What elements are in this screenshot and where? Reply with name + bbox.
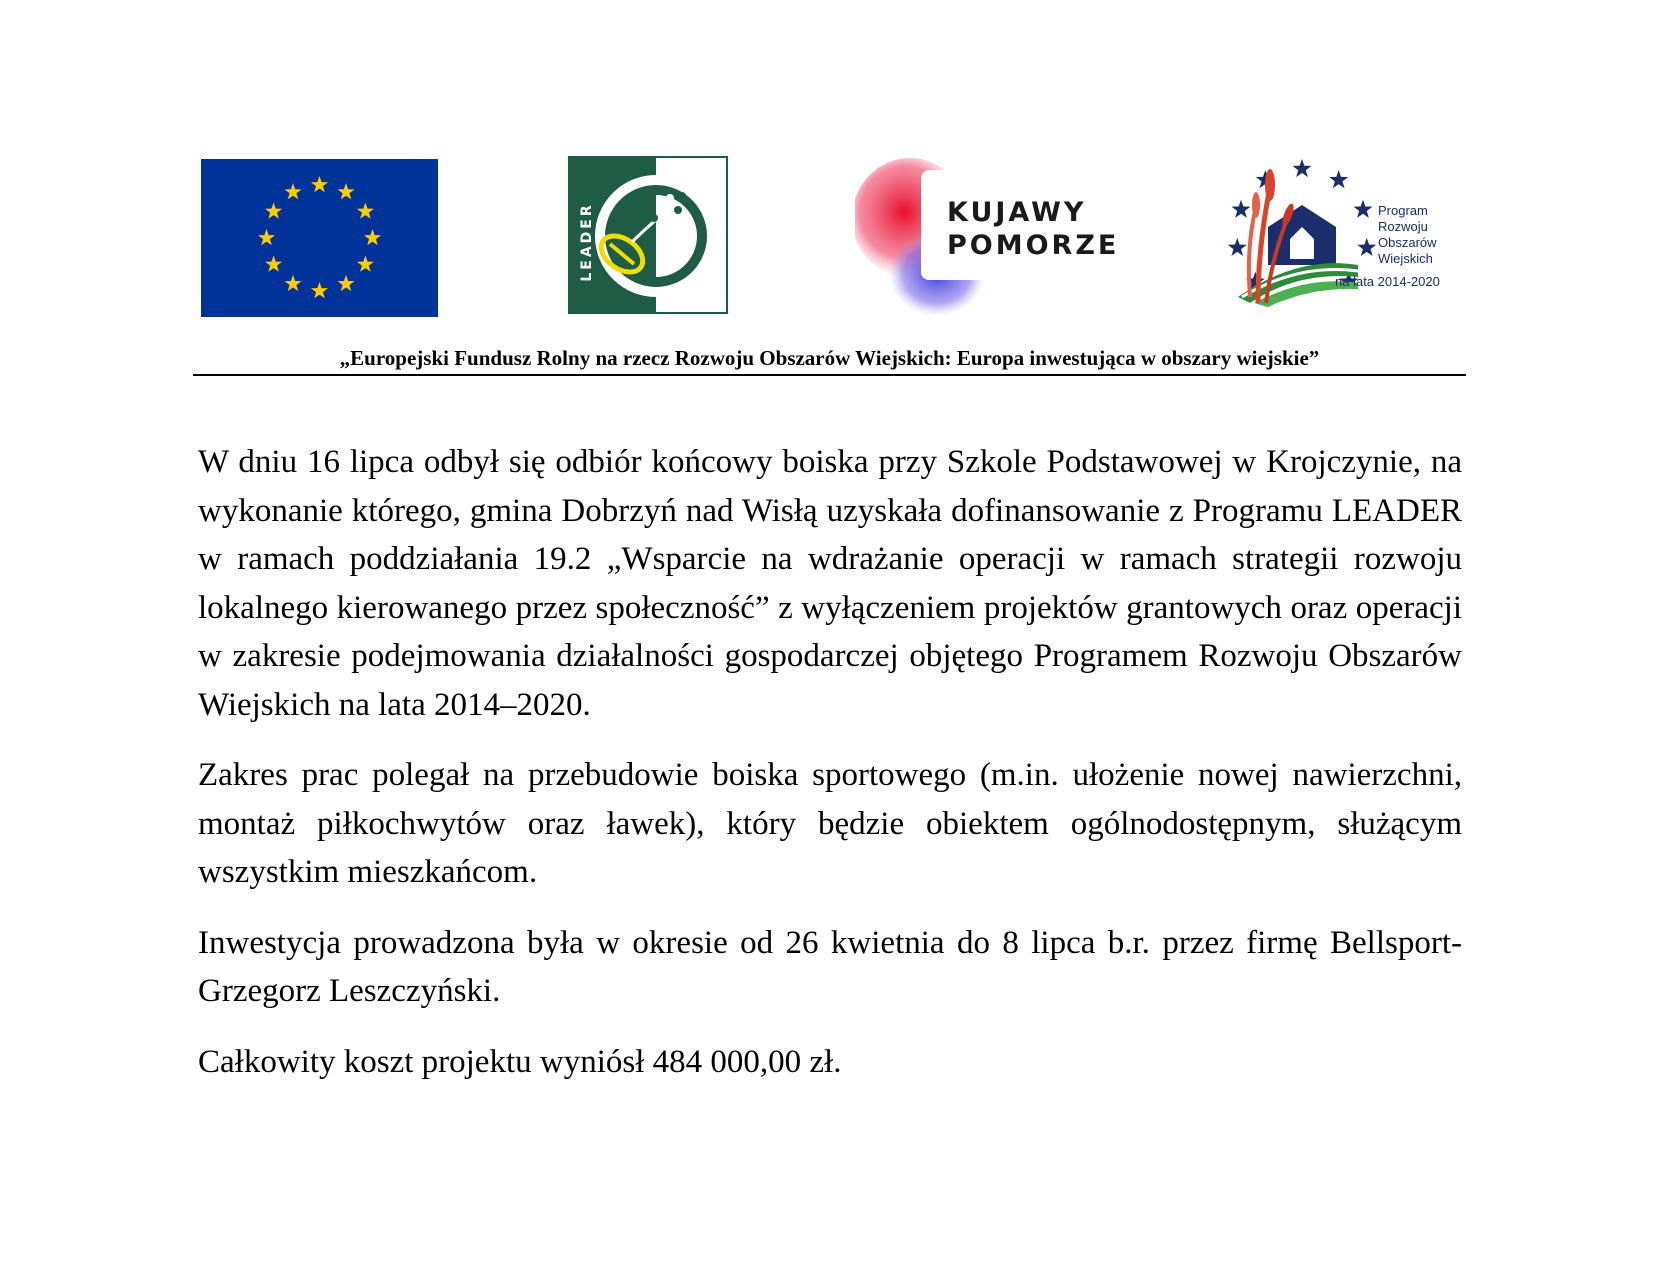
- leader-logo-label: LEADER: [579, 202, 595, 282]
- eu-flag-logo: [201, 159, 438, 317]
- prow-star-icon: [1292, 159, 1311, 177]
- prow-star-icon: [1353, 200, 1372, 218]
- eu-star-icon: [284, 183, 301, 199]
- prow-star-icon: [1228, 238, 1247, 256]
- eu-star-icon: [364, 229, 381, 245]
- prow-line-1: Program: [1378, 203, 1428, 218]
- eu-star-icon: [311, 282, 328, 298]
- prow-line-2: Rozwoju: [1378, 219, 1428, 234]
- eu-star-icon: [284, 275, 301, 291]
- eu-star-icon: [311, 176, 328, 192]
- article-body: [198, 438, 1462, 1108]
- prow-logo: [1198, 147, 1448, 307]
- paragraph-scope: Zakres prac polegał na przebudowie boiska sportowego (m.in. ułożenie nowej nawierzchni, montaż piłkochwytów oraz ławek), który będzie obiektem ogólnodostępnym, służącym wszystkim mieszkańcom.: [198, 757, 1462, 890]
- prow-wordmark: [1378, 203, 1437, 267]
- eu-star-icon: [357, 256, 374, 272]
- kujawy-pomorze-wordmark: [947, 196, 1119, 262]
- prow-star-icon: [1357, 238, 1376, 256]
- prow-star-icon: [1329, 170, 1348, 188]
- eu-star-icon: [258, 229, 275, 245]
- kujawy-pomorze-logo: [855, 156, 1120, 316]
- prow-line-3: Obszarów: [1378, 235, 1437, 250]
- pomorze-line: POMORZE: [947, 230, 1120, 261]
- prow-years: na lata 2014-2020: [1335, 274, 1440, 289]
- eu-star-icon: [357, 203, 374, 219]
- header-divider: [193, 374, 1466, 376]
- eafrd-slogan: „Europejski Fundusz Rolny na rzecz Rozwoju Obszarów Wiejskich: Europa inwestująca w obszary wiejskie”: [339, 346, 1320, 370]
- paragraph-cost: Całkowity koszt projektu wyniósł 484 000,00 zł.: [198, 1043, 842, 1080]
- prow-line-4: Wiejskich: [1378, 251, 1433, 266]
- eu-star-icon: [265, 256, 282, 272]
- eu-star-icon: [337, 183, 354, 199]
- eu-star-icon: [337, 275, 354, 291]
- logo-row: [0, 0, 1654, 330]
- eu-star-icon: [265, 203, 282, 219]
- paragraph-intro: W dniu 16 lipca odbył się odbiór końcowy boiska przy Szkole Podstawowej w Krojczynie, na wykonanie którego, gmina Dobrzyń nad Wisłą uzyskała dofinansowanie z Programu LEADER w ramach poddziałania 19.2 „Wsparcie na wdrażanie operacji w ramach strategii rozwoju lokalnego kierowanego przez społeczność” z wyłączeniem projektów grantowych oraz operacji w zakresie podejmowania działalności gospodarczej objętego Programem Rozwoju Obszarów Wiejskich na lata 2014–2020.: [198, 444, 1462, 723]
- paragraph-contractor: Inwestycja prowadzona była w okresie od 26 kwietnia do 8 lipca b.r. przez firmę Bellsport- Grzegorz Leszczyński.: [198, 924, 1462, 1009]
- prow-star-icon: [1232, 200, 1251, 218]
- kujawy-line: KUJAWY: [947, 197, 1087, 228]
- leader-logo: [568, 156, 728, 314]
